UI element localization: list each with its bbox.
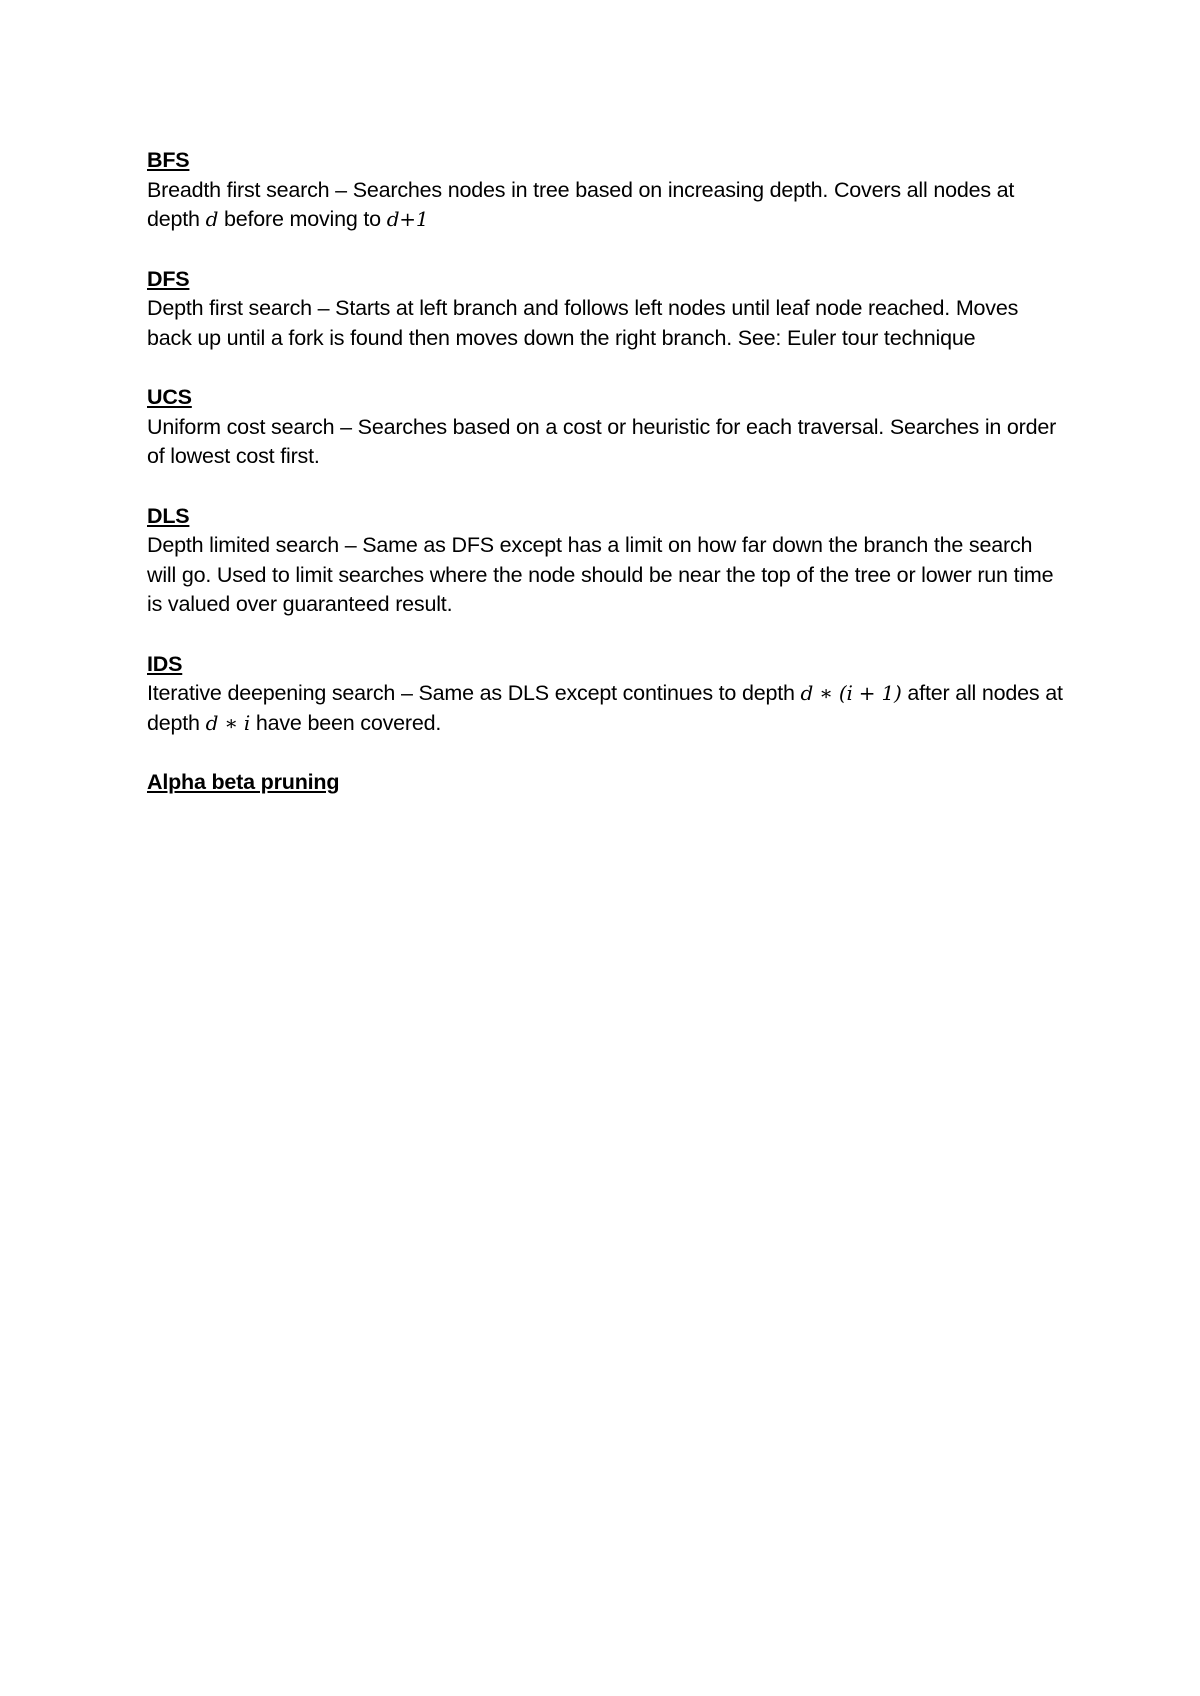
bfs-math-d: d	[205, 207, 219, 231]
section-heading-dfs: DFS	[147, 266, 190, 291]
document-content	[147, 146, 1067, 828]
section-heading-bfs: BFS	[147, 148, 190, 172]
bfs-math-d-plus-1: d+1	[386, 207, 429, 231]
ids-text-part-2: after all nodes at depth	[147, 681, 1063, 735]
ids-text-part-3: have been covered.	[250, 710, 442, 735]
section-ucs	[147, 383, 1067, 472]
section-body-dls: Depth limited search – Same as DFS except has a limit on how far down the branch the search will go. Used to limit searches where the node should be near the top of the tree or lower run time is valued over guaranteed result.	[147, 533, 1054, 616]
ids-math-d-times-i-plus-1: d ∗ (i + 1)	[800, 681, 902, 705]
ids-text-part-1: Iterative deepening search – Same as DLS except continues to depth	[147, 681, 801, 705]
section-heading-dls: DLS	[147, 503, 190, 528]
bfs-text-part-1: Breadth first search – Searches nodes in tree based on increasing depth. Covers all nodes at depth	[147, 177, 1015, 231]
section-body-ids	[147, 679, 1067, 738]
section-bfs	[147, 146, 1067, 235]
bfs-text-part-2: before moving to	[218, 207, 387, 231]
ids-math-d-times-i: d ∗ i	[205, 710, 251, 735]
section-dls	[147, 502, 1067, 620]
section-body-ucs: Uniform cost search – Searches based on a cost or heuristic for each traversal. Searches in order of lowest cost first.	[147, 414, 1057, 468]
section-heading-alpha-beta: Alpha beta pruning	[147, 770, 340, 794]
section-alpha-beta	[147, 768, 1067, 798]
section-body-dfs: Depth first search – Starts at left branch and follows left nodes until leaf node reached. Moves back up until a fork is found then moves down the right branch. See: Euler tour technique	[147, 296, 1019, 350]
section-heading-ucs: UCS	[147, 385, 192, 409]
section-ids	[147, 650, 1067, 739]
section-dfs	[147, 265, 1067, 354]
section-heading-ids: IDS	[147, 651, 183, 676]
section-body-bfs	[147, 176, 1067, 235]
